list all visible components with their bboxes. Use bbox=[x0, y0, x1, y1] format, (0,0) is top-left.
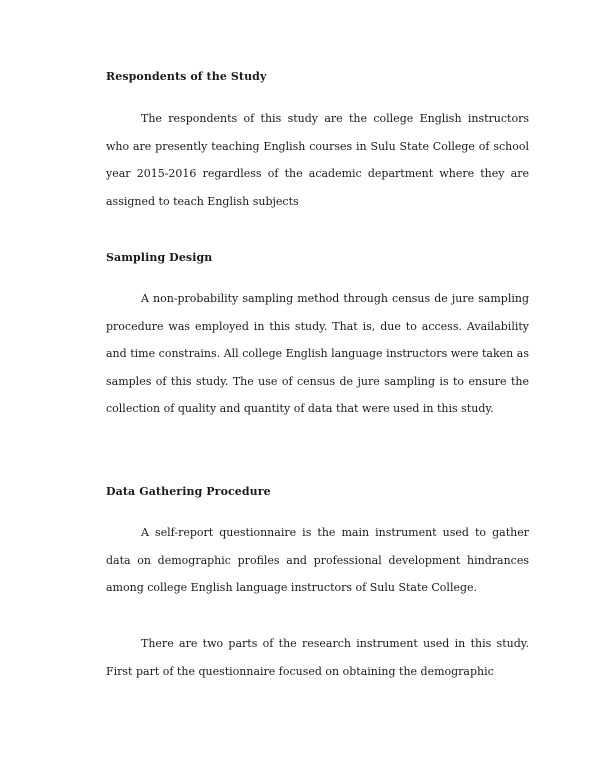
section-heading-respondents: Respondents of the Study bbox=[106, 70, 267, 83]
section-heading-sampling-design: Sampling Design bbox=[106, 251, 213, 264]
paragraph-sampling-design: A non-probability sampling method through census de jure sampling procedure was employed in this study. That is, due to access. Availability and time constrains. All college English language instructors were taken as samples of this study. The use of census de jure sampling is to ensure the collection of quality and quantity of data that were used in this study. bbox=[106, 292, 529, 416]
paragraph-data-gathering-1: A self-report questionnaire is the main instrument used to gather data on demographic profiles and professional development hindrances among college English language instructors of Sulu State College. bbox=[106, 526, 529, 595]
section-heading-data-gathering: Data Gathering Procedure bbox=[106, 485, 271, 498]
paragraph-data-gathering-2: There are two parts of the research instrument used in this study. First part of the questionnaire focused on obtaining the demographic bbox=[106, 637, 529, 678]
paragraph-respondents: The respondents of this study are the college English instructors who are presently teaching English courses in Sulu State College of school year 2015-2016 regardless of the academic department where they are assigned to teach English subjects bbox=[106, 112, 529, 208]
